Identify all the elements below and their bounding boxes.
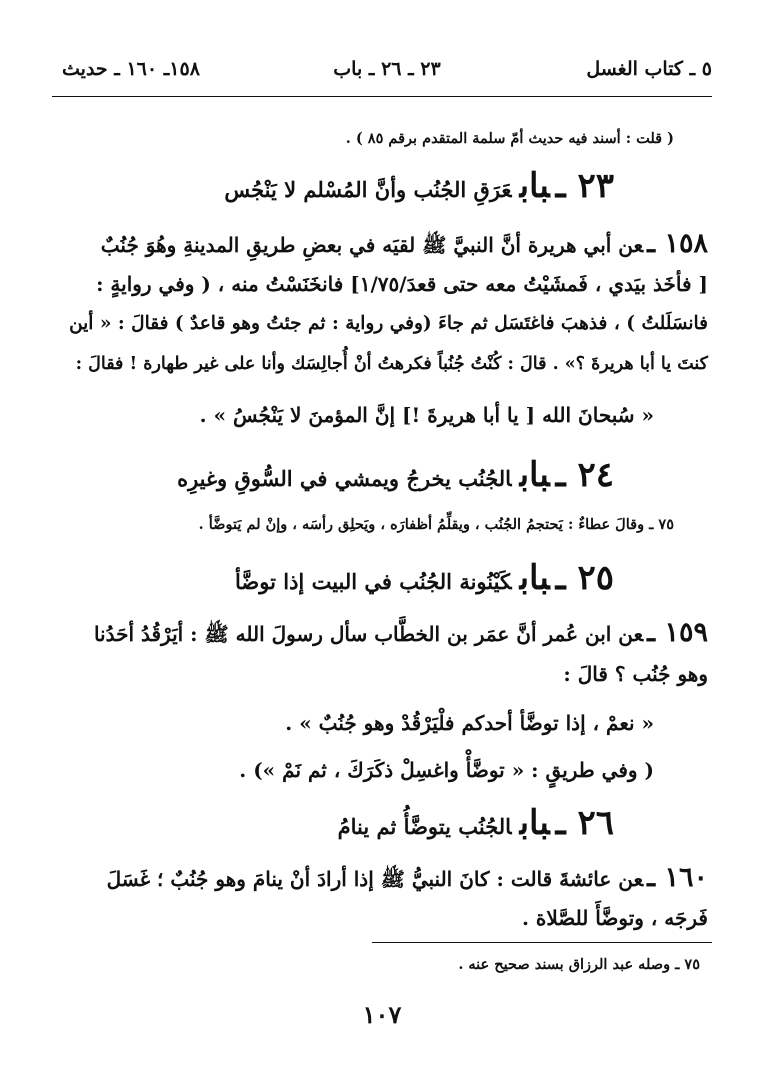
hadith-159-line-2: وهو جُنُب ؟ قالَ :	[563, 662, 708, 686]
hadith-159-line-1: ١٥٩ ـعن ابن عُمر أنَّ عمَر بن الخطَّاب سأل رسولَ الله ﷺ : أيَرْقُدُ أحَدُنا	[93, 617, 708, 648]
hadith-158-line-4: كنتَ يا أبا هريرةَ ؟» . قالَ : كُنْتُ جُنُباً فكرهتُ أنْ أُجالِسَك وأنا على غير طهارة ! فقالَ :	[75, 354, 708, 374]
chapter-number: ٢٥ ـ	[555, 558, 614, 598]
chapter-title: عَرَقِ الجُنُب وأنَّ المُسْلم لا يَنْجُس	[224, 177, 512, 202]
header-chapter: ٥ ـ كتاب الغسل	[586, 58, 712, 80]
page-number: ١٠٧	[362, 1000, 402, 1029]
hadith-158-line-2: [ فأخَذ بيَدي ، فَمشَيْتُ معه حتى قعدَ/١/٧٥] فانخَنَسْتُ منه ، ( وفي روايةٍ :	[96, 272, 708, 296]
hadith-159-line-4: ( وفي طريقٍ : « توضَّأْ واغسِلْ ذكَرَكَ ، ثم نَمْ ») .	[239, 758, 654, 782]
running-header	[62, 58, 712, 88]
hadith-160-line-2: فَرجَه ، وتوضَّأَ للصَّلاة .	[521, 906, 708, 930]
chapter-heading-25	[62, 558, 614, 599]
chapter-title: الجُنُب يخرجُ ويمشي في السُّوقِ وغيرِه	[177, 466, 512, 491]
hadith-158-line-1: ١٥٨ ـعن أبي هريرة أنَّ النبيَّ ﷺ لقيَه في بعضِ طريقِ المدينةِ وهُوَ جُنُبٌ	[100, 228, 708, 259]
hadith-number: ١٥٩ ـ	[647, 617, 708, 648]
footnote: ٧٥ ـ وصله عبد الرزاق بسند صحيح عنه .	[458, 956, 700, 973]
hadith-159-line-3: « نعمْ ، إذا توضَّأ أحدكم فلْيَرْقُدْ وهو جُنُبٌ » .	[285, 711, 654, 735]
footnote-rule	[372, 942, 712, 943]
note-top: ( قلت : أسند فيه حديث أمّ سلمة المتقدم برقم ٨٥ ) .	[345, 130, 674, 147]
hadith-160-line-1: ١٦٠ ـعن عائشةَ قالت : كانَ النبيُّ ﷺ إذا أرادَ أنْ ينامَ وهو جُنُبٌ ؛ غَسَلَ	[106, 862, 708, 893]
chapter-number: ٢٣ ـ	[555, 166, 614, 206]
hadith-number: ١٥٨ ـ	[647, 228, 708, 259]
chapter-heading-26	[62, 803, 614, 844]
chapter-title: الجُنُب يتوضَّأُ ثم ينامُ	[337, 814, 512, 839]
header-rule	[52, 96, 712, 97]
chapter-word: باب	[519, 558, 550, 598]
hadith-158-line-3: فانسَلَلتُ ) ، فذهبَ فاغتَسَل ثم جاءَ (وفي رواية : ثم جئتُ وهو قاعدٌ ) فقالَ : « أين	[69, 313, 708, 334]
note-75: ٧٥ ـ وقالَ عطاءٌ : يَحتجمُ الجُنُب ، ويقلِّمُ أظفارَه ، ويَحلِق رأسَه ، وإنْ لم يَتوضَّأ .	[198, 516, 674, 533]
chapter-heading-23	[62, 166, 614, 207]
chapter-number: ٢٦ ـ	[555, 803, 614, 843]
chapter-word: باب	[519, 455, 550, 495]
hadith-number: ١٦٠ ـ	[647, 862, 708, 893]
header-chapters-range: ٢٣ ـ ٢٦ ـ باب	[333, 58, 441, 80]
chapter-word: باب	[519, 166, 550, 206]
chapter-number: ٢٤ ـ	[555, 455, 614, 495]
hadith-158-line-5: « سُبحانَ الله [ يا أبا هريرةَ !] إنَّ المؤمنَ لا يَنْجُسُ » .	[199, 403, 654, 427]
chapter-heading-24	[62, 455, 614, 496]
chapter-title: كَيْنُونة الجُنُب في البيت إذا توضَّأ	[235, 569, 512, 594]
chapter-word: باب	[519, 803, 550, 843]
header-hadith-range: ١٥٨ـ ١٦٠ ـ حديث	[62, 58, 200, 80]
